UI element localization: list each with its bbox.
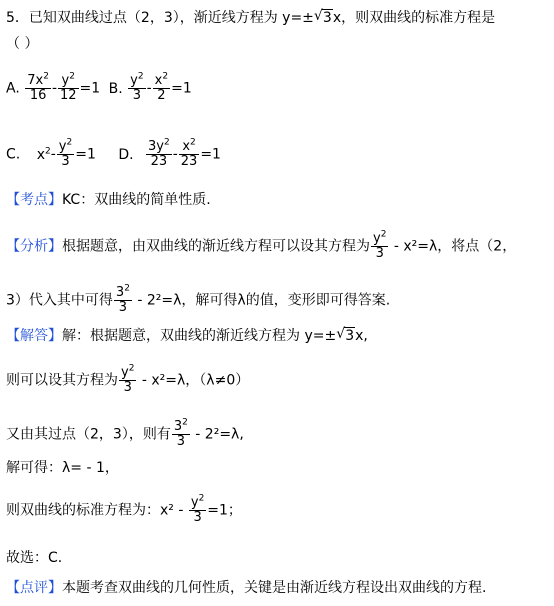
option-a-label: A.	[6, 80, 20, 97]
option-d-label: D.	[118, 146, 134, 163]
kaodian-tag: 【考点】	[6, 192, 62, 208]
step-3: 解可得：λ= - 1，	[6, 460, 119, 476]
fenxi-frac-2: $\frac{3^2}{3}$	[115, 283, 130, 315]
option-c-x: $x^2$	[36, 145, 51, 163]
kaodian-text: KC：双曲线的简单性质.	[62, 192, 211, 208]
jieda-tag: 【解答】	[6, 328, 62, 344]
step-2-frac: $\frac{3^2}{3}$	[173, 417, 188, 449]
fenxi-line-2: 3）代入其中可得 $\frac{3^2}{3}$ - 2²=λ，解可得λ的值，变形即可得答案.	[6, 283, 391, 315]
question-text-b: x，则双曲线的标准方程是	[332, 10, 496, 26]
options-cd: C. $x^2-$ $\frac{y^2}{3}$ =1 D. $\frac{3y^2}{23}$ - $\frac{x^2}{23}$ =1	[6, 137, 221, 169]
step-1: 则可以设其方程为 $\frac{y^2}{3}$ - x²=λ，（λ≠0）	[6, 363, 250, 395]
option-b-label: B.	[108, 80, 123, 97]
step-1-frac: $\frac{y^2}{3}$	[121, 363, 135, 395]
sqrt-3: √ 3	[313, 8, 332, 26]
option-b-frac-1: $\frac{y^2}{3}$	[130, 71, 144, 103]
fenxi-line-1: 【分析】根据题意，由双曲线的渐近线方程可以设其方程为 $\frac{y^2}{3}$ - x²=λ，将点（2，	[6, 229, 517, 261]
sqrt-3-answer: √ 3	[336, 326, 355, 344]
step-4: 则双曲线的标准方程为：x² - $\frac{y^2}{3}$ =1；	[6, 493, 242, 525]
step-4-frac: $\frac{y^2}{3}$	[190, 493, 205, 525]
option-a-frac-1: $\frac{7x^2}{16}$	[27, 71, 49, 103]
fenxi-frac-1: $\frac{y^2}{3}$	[373, 229, 387, 261]
step-5: 故选：C.	[6, 550, 63, 566]
option-b-frac-2: $\frac{x^2}{2}$	[154, 71, 169, 103]
fenxi-tag: 【分析】	[6, 238, 62, 255]
question-line-2: （ ）	[6, 36, 39, 52]
jieda-line: 【解答】解：根据题意，双曲线的渐近线方程为 y=± √ 3x,	[6, 326, 368, 344]
option-d-frac-2: $\frac{x^2}{23}$	[180, 137, 198, 169]
option-d-frac-1: $\frac{3y^2}{23}$	[148, 137, 170, 169]
option-a-frac-2: $\frac{y^2}{12}$	[60, 71, 77, 103]
question-line-1	[6, 8, 495, 28]
option-c-label: C.	[6, 146, 21, 163]
dianping-line: 【点评】本题考查双曲线的几何性质，关键是由渐近线方程设出双曲线的方程.	[6, 580, 487, 596]
option-c-frac: $\frac{y^2}{3}$	[58, 137, 73, 169]
options-ab: A. $\frac{7x^2}{16}$ - $\frac{y^2}{12}$ =1 B. $\frac{y^2}{3}$ - $\frac{x^2}{2}$ =1	[6, 71, 192, 103]
dianping-tag: 【点评】	[6, 580, 62, 596]
kaodian-line	[6, 190, 211, 210]
question-text-a: 5．已知双曲线过点（2，3），渐近线方程为 y=±	[6, 10, 314, 26]
step-2: 又由其过点（2，3），则有 $\frac{3^2}{3}$ - 2²=λ,	[6, 417, 244, 449]
